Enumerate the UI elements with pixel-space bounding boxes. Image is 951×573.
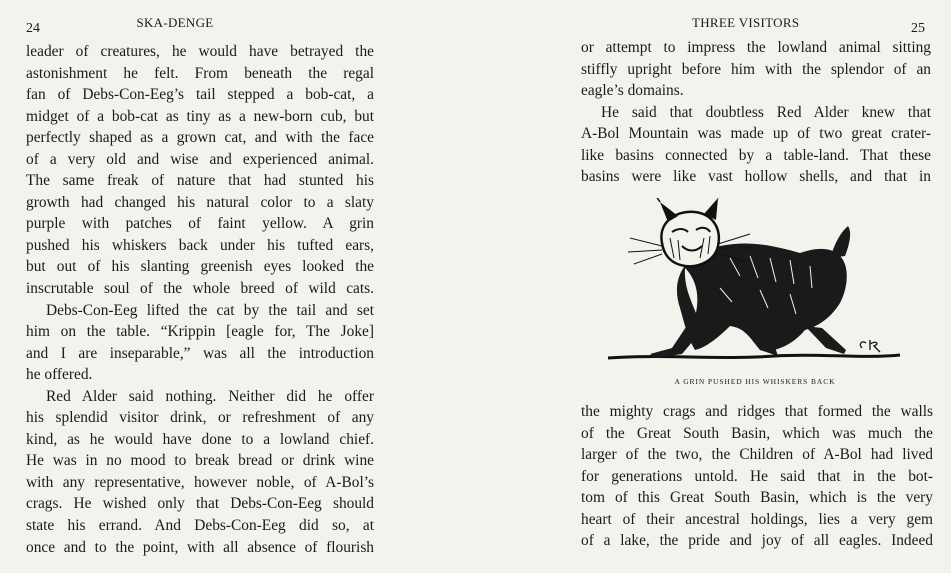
text-line: of the Great South Basin, which was much the bbox=[581, 424, 933, 442]
text-line: crags. He wished only that Debs-Con-Eeg should bbox=[26, 495, 374, 513]
text-line: for generations untold. He said that in the bot- bbox=[581, 467, 933, 485]
illustration-caption: A GRIN PUSHED HIS WHISKERS BACK bbox=[674, 377, 836, 386]
text-line: and I are inseparable,” was all the introduction bbox=[26, 344, 374, 362]
text-line: perfectly shaped as a grown cat, and with the face bbox=[26, 129, 374, 147]
text-line: purple with patches of faint yellow. A grin bbox=[26, 215, 374, 233]
text-line: growth had changed his natural color to a slaty bbox=[26, 193, 374, 211]
page-number: 25 bbox=[911, 21, 925, 36]
text-line: The same freak of nature that had stunted his bbox=[26, 172, 374, 190]
text-line: pushed his whiskers back under his tufted ears, bbox=[26, 236, 374, 254]
page-number: 24 bbox=[26, 21, 40, 36]
text-line: of a very old and wise and experienced animal. bbox=[26, 150, 374, 168]
text-line: He said that doubtless Red Alder knew that bbox=[601, 103, 931, 121]
text-line: Red Alder said nothing. Neither did he offer bbox=[46, 387, 374, 405]
text-line: like basins connected by a table-land. That these bbox=[581, 146, 931, 164]
text-line: or attempt to impress the lowland animal sitting bbox=[581, 39, 931, 56]
right-body-text-top bbox=[581, 37, 931, 188]
text-line: astonishment he felt. From beneath the regal bbox=[26, 64, 374, 82]
text-line: he offered. bbox=[26, 366, 93, 384]
text-line: with any representative, however noble, of A-Bol’s bbox=[26, 473, 374, 491]
text-line: but out of his slanting greenish eyes looked the bbox=[26, 258, 374, 276]
bobcat-illustration bbox=[600, 198, 910, 368]
text-line: A-Bol Mountain was made up of two great crater- bbox=[581, 125, 931, 143]
text-line: inscrutable soul of the whole breed of wild cats. bbox=[26, 280, 374, 298]
running-head: THREE VISITORS bbox=[692, 15, 800, 30]
right-body-text-bottom bbox=[581, 401, 933, 552]
left-body-text bbox=[26, 41, 374, 558]
text-line: fan of Debs-Con-Eeg’s tail stepped a bob-cat, a bbox=[26, 86, 374, 104]
text-line: him on the table. “Krippin [eagle for, The Joke] bbox=[26, 323, 374, 341]
text-line: once and to the point, with all absence of flourish bbox=[26, 538, 374, 556]
text-line: state his errand. And Debs-Con-Eeg did so, at bbox=[26, 517, 374, 535]
text-line: He was in no mood to break bread or drink wine bbox=[26, 452, 374, 470]
text-line: stiffly upright before him with the splendor of an bbox=[581, 60, 931, 78]
text-line: his splendid visitor drink, or refreshment of any bbox=[26, 409, 374, 427]
text-line: tom of this Great South Basin, which is the very bbox=[581, 489, 933, 507]
text-line: eagle’s domains. bbox=[581, 82, 684, 100]
text-line: midget of a bob-cat as tiny as a new-born cub, but bbox=[26, 107, 374, 125]
text-line: leader of creatures, he would have betrayed the bbox=[26, 43, 374, 60]
text-line: the mighty crags and ridges that formed the walls bbox=[581, 403, 933, 420]
text-line: larger of the two, the Children of A-Bol had lived bbox=[581, 446, 933, 464]
text-line: kind, as he would have done to a lowland chief. bbox=[26, 430, 374, 448]
text-line: heart of their ancestral holdings, lies a very gem bbox=[581, 510, 933, 528]
text-line: of a lake, the pride and joy of all eagles. Indeed bbox=[581, 532, 933, 550]
right-page bbox=[470, 0, 951, 573]
text-line: basins were like vast hollow shells, and that in bbox=[581, 168, 931, 186]
text-line: Debs-Con-Eeg lifted the cat by the tail and set bbox=[46, 301, 374, 319]
running-head: SKA-DENGE bbox=[136, 15, 214, 30]
left-page bbox=[0, 0, 470, 573]
